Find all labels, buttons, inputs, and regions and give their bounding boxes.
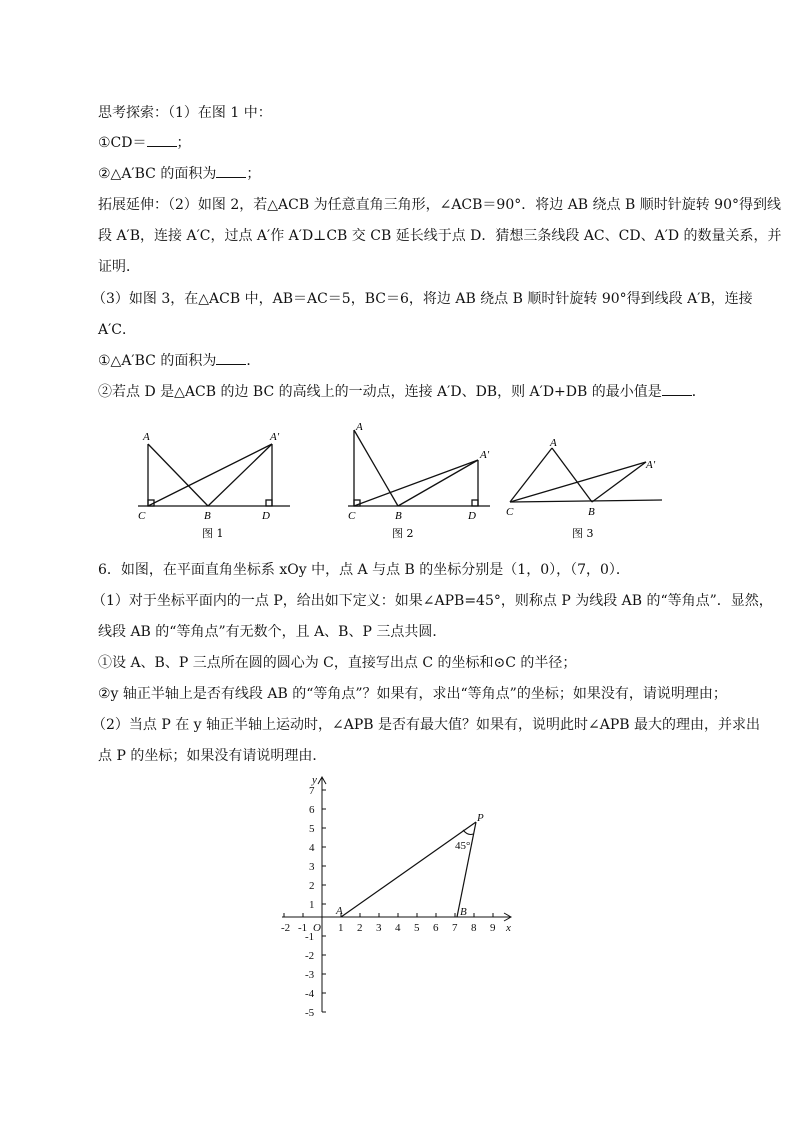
text-line-17: 点 P 的坐标；如果没有请说明理由． xyxy=(98,748,327,764)
question-area: ②△A′BC 的面积为 xyxy=(98,166,217,182)
figure-1 xyxy=(130,418,300,546)
tick-label: 4 xyxy=(309,842,315,854)
tick-label: 1 xyxy=(338,922,344,934)
point-B-label: B xyxy=(460,906,467,918)
figure-caption: 图 1 xyxy=(202,527,224,540)
label-D: D xyxy=(262,510,270,522)
tick-label: 7 xyxy=(452,922,458,934)
label-B: B xyxy=(588,506,595,518)
text-line-6: 证明． xyxy=(98,259,140,275)
text-line-2 xyxy=(98,134,191,152)
label-D: D xyxy=(468,510,476,522)
point-A-label: A xyxy=(336,905,343,917)
y-axis-label: y xyxy=(312,774,317,786)
answer-blank[interactable] xyxy=(147,134,177,147)
label-A: A xyxy=(550,437,557,449)
question-min: ②若点 D 是△ACB 的边 BC 的高线上的一动点，连接 A′D、DB，则 A′D+DB 的最小值是 xyxy=(98,384,662,400)
figure-2 xyxy=(340,418,500,546)
figure-3 xyxy=(500,430,670,546)
punct: ； xyxy=(246,166,261,182)
punct: ； xyxy=(176,135,191,151)
label-A: A xyxy=(143,431,150,443)
text-line-13: 线段 AB 的“等角点”有无数个，且 A、B、P 三点共圆． xyxy=(98,624,447,640)
text-line-5: 段 A′B，连接 A′C，过点 A′作 A′D⊥CB 交 CB 延长线于点 D．猜想三条线段 AC、CD、A′D 的数量关系，并 xyxy=(98,228,782,244)
text-line-8: A′C． xyxy=(98,322,137,338)
x-axis-label: x xyxy=(506,922,511,934)
label-C: C xyxy=(138,510,146,522)
coordinate-plot xyxy=(270,770,520,1025)
text-line-15: ②y 轴正半轴上是否有线段 AB 的“等角点”？如果有，求出“等角点”的坐标；如果没有，请说明理由； xyxy=(98,686,727,702)
tick-label: 1 xyxy=(309,899,315,911)
tick-label: -3 xyxy=(305,969,315,981)
angle-label: 45° xyxy=(455,840,471,852)
tick-label: 3 xyxy=(376,922,382,934)
label-A-prime: A′ xyxy=(480,449,490,461)
tick-label: 6 xyxy=(309,804,315,816)
figure-caption: 图 2 xyxy=(392,527,414,540)
label-A: A xyxy=(356,421,363,433)
tick-label: 2 xyxy=(309,880,315,892)
origin-label: O xyxy=(313,922,321,934)
question-cd: ①CD＝ xyxy=(98,135,147,151)
text-line-4: 拓展延伸：（2）如图 2，若△ACB 为任意直角三角形，∠ACB＝90°．将边 AB 绕点 B 顺时针旋转 90°得到线 xyxy=(98,197,781,213)
tick-label: 5 xyxy=(414,922,420,934)
answer-blank[interactable] xyxy=(216,165,246,178)
tick-label: -5 xyxy=(305,1007,315,1019)
tick-label: 9 xyxy=(490,922,496,934)
text-line-1: 思考探索：（1）在图 1 中： xyxy=(98,105,272,121)
tick-label: -2 xyxy=(281,922,291,934)
text-line-9 xyxy=(98,352,260,370)
tick-label: -4 xyxy=(305,988,315,1000)
text-line-11: 6．如图，在平面直角坐标系 xOy 中，点 A 与点 B 的坐标分别是（1，0），（7，0）． xyxy=(98,562,630,578)
tick-label: 3 xyxy=(309,861,315,873)
tick-label: 6 xyxy=(433,922,439,934)
figure-caption: 图 3 xyxy=(572,527,594,540)
text-line-10 xyxy=(98,383,706,401)
label-C: C xyxy=(348,510,356,522)
answer-blank[interactable] xyxy=(216,352,246,365)
label-B: B xyxy=(204,510,211,522)
label-A-prime: A′ xyxy=(270,431,280,443)
question-area-3: ①△A′BC 的面积为 xyxy=(98,353,217,369)
label-B: B xyxy=(395,510,402,522)
tick-label: -1 xyxy=(305,931,315,943)
text-line-16: （2）当点 P 在 y 轴正半轴上运动时，∠APB 是否有最大值？如果有，说明此时∠APB 最大的理由，并求出 xyxy=(92,717,761,733)
point-P-label: P xyxy=(477,812,484,824)
tick-label: -2 xyxy=(305,950,315,962)
tick-label: 5 xyxy=(309,823,315,835)
tick-label: 4 xyxy=(395,922,401,934)
label-C: C xyxy=(506,506,514,518)
punct: ． xyxy=(691,384,706,400)
tick-label: 2 xyxy=(357,922,363,934)
label-A-prime: A′ xyxy=(646,459,656,471)
tick-label: 8 xyxy=(471,922,477,934)
text-line-14: ①设 A、B、P 三点所在圆的圆心为 C，直接写出点 C 的坐标和⊙C 的半径； xyxy=(98,655,577,671)
text-line-7: （3）如图 3，在△ACB 中，AB＝AC＝5，BC＝6，将边 AB 绕点 B 顺时针旋转 90°得到线段 A′B，连接 xyxy=(92,291,753,307)
text-line-3 xyxy=(98,165,260,183)
tick-label: 7 xyxy=(309,785,315,797)
answer-blank[interactable] xyxy=(662,383,692,396)
text-line-12: （1）对于坐标平面内的一点 P，给出如下定义：如果∠APB=45°，则称点 P 为线段 AB 的“等角点”．显然， xyxy=(92,593,773,609)
tick-label: -1 xyxy=(298,922,308,934)
punct: ． xyxy=(246,353,261,369)
